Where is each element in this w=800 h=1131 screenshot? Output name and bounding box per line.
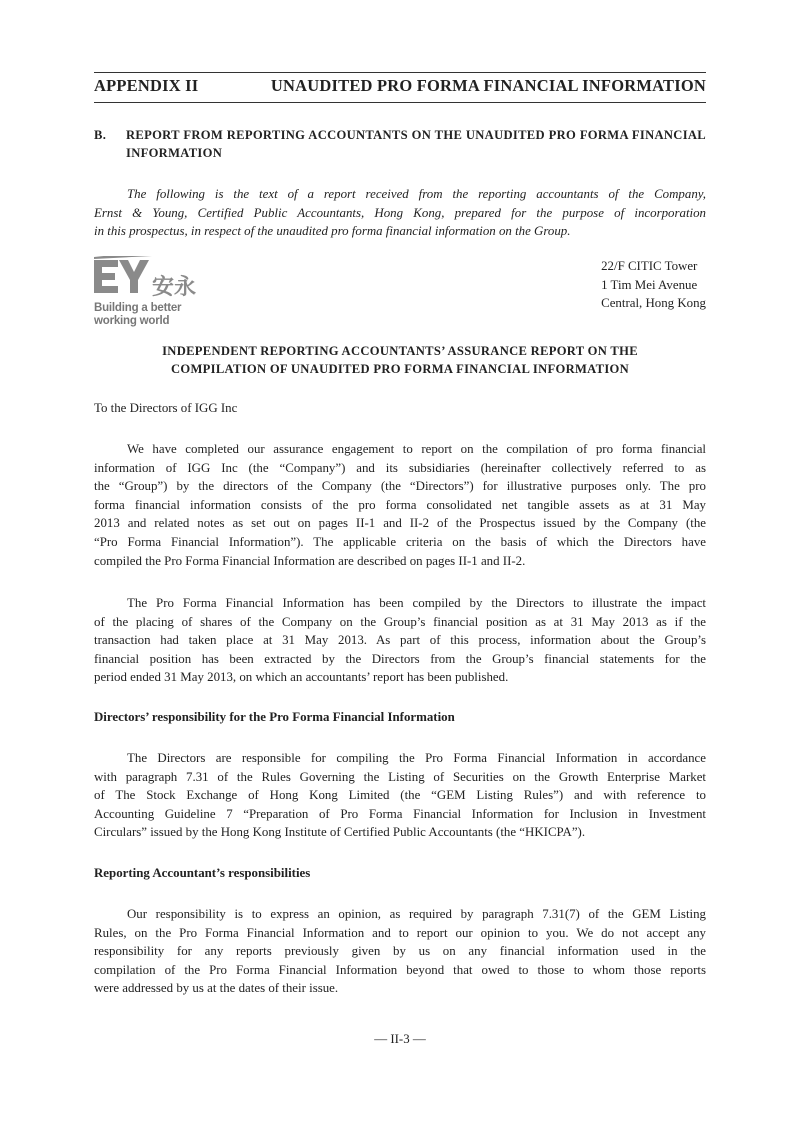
appendix-label: APPENDIX II [94,76,199,95]
text-line: responsibility for any reports previously given by us on any financial information used in the [94,944,706,959]
header-top-rule [94,72,706,73]
address-line: 1 Tim Mei Avenue [601,277,698,292]
paragraph-1 [94,440,706,570]
text-line: in this prospectus, in respect of the unaudited pro forma financial information on the Group. [94,224,571,239]
logo-chinese-text: 安永 [152,275,197,300]
text-line: We have completed our assurance engagement to report on the compilation of pro forma financial [127,442,706,456]
text-line: compiled the Pro Forma Financial Information are described on pages II-1 and II-2. [94,553,526,568]
address-block [601,257,706,313]
text-line: The following is the text of a report received from the reporting accountants of the Company, [127,187,706,201]
text-line: The Directors are responsible for compiling the Pro Forma Financial Information in accordance [127,751,706,765]
appendix-title: UNAUDITED PRO FORMA FINANCIAL INFORMATION [270,76,706,95]
header-bottom-rule [94,102,706,103]
page-number: — II-3 — [374,1032,426,1046]
text-line: the “Group”) by the directors of the Company (the “Directors”) for illustrative purposes only. The pro [94,479,706,494]
document-page [94,0,706,1131]
report-title-line: INDEPENDENT REPORTING ACCOUNTANTS’ ASSURANCE REPORT ON THE [162,344,638,358]
section-heading [94,126,706,162]
paragraph-4 [94,905,706,998]
ey-logo [94,256,214,330]
paragraph-2 [94,594,706,687]
text-line: Our responsibility is to express an opinion, as required by paragraph 7.31(7) of the GEM Listing [127,907,706,921]
text-line: 2013 and related notes as set out on pages II-1 and II-2 of the Prospectus issued by the Company (the [94,516,706,531]
report-title [94,342,706,378]
section-title: REPORT FROM REPORTING ACCOUNTANTS ON THE UNAUDITED PRO FORMA FINANCIAL INFORMATION [126,128,706,160]
logo-tagline [94,302,181,327]
text-line: Circulars” issued by the Hong Kong Institute of Certified Public Accountants (the “HKICPA”). [94,825,586,840]
text-line: forma financial information consists of the pro forma consolidated net tangible assets as at 31 May [94,497,706,512]
address-line: Central, Hong Kong [601,296,706,311]
text-line: of the placing of shares of the Company on the Group’s financial position as at 31 May 2013 as if the [94,614,706,629]
text-line: Ernst & Young, Certified Public Accountants, Hong Kong, prepared for the purpose of incorporation [94,205,706,220]
text-line: compilation of the Pro Forma Financial Information beyond that owed to those to whom those reports [94,962,706,977]
ey-mark-icon [94,256,214,300]
intro-paragraph [94,185,706,241]
address-line: 22/F CITIC Tower [601,259,698,273]
text-line: of The Stock Exchange of Hong Kong Limited (the “GEM Listing Rules”) and with reference to [94,788,706,803]
text-line: The Pro Forma Financial Information has been compiled by the Directors to illustrate the impact [127,596,706,610]
text-line: were addressed by us at the dates of their issue. [94,981,339,996]
text-line: Accounting Guideline 7 “Preparation of Pro Forma Financial Information for Inclusion in Investment [94,806,706,821]
text-line: with paragraph 7.31 of the Rules Governing the Listing of Securities on the Growth Enterprise Market [94,769,706,784]
paragraph-3 [94,749,706,842]
subheading-reporting-accountant: Reporting Accountant’s responsibilities [94,866,311,880]
page-header [94,76,706,100]
addressee: To the Directors of IGG Inc [94,401,238,415]
text-line: Rules, on the Pro Forma Financial Information and to report our opinion to you. We do not accept any [94,925,706,940]
subheading-directors-responsibility: Directors’ responsibility for the Pro Forma Financial Information [94,710,455,724]
text-line: transaction had taken place at 31 May 2013. As part of this process, information about the Group’s [94,633,706,648]
section-number: B. [94,128,107,142]
text-line: information of IGG Inc (the “Company”) and its subsidiaries (hereinafter collectively referred to as [94,460,706,475]
text-line: “Pro Forma Financial Information”). The applicable criteria on the basis of which the Directors have [94,534,706,549]
text-line: financial position has been extracted by the Directors from the Group’s financial statements for the [94,651,706,666]
text-line: period ended 31 May 2013, on which an accountants’ report has been published. [94,670,509,685]
tagline-line: working world [94,314,170,327]
tagline-line: Building a better [94,302,182,314]
report-title-line: COMPILATION OF UNAUDITED PRO FORMA FINANCIAL INFORMATION [170,362,630,376]
